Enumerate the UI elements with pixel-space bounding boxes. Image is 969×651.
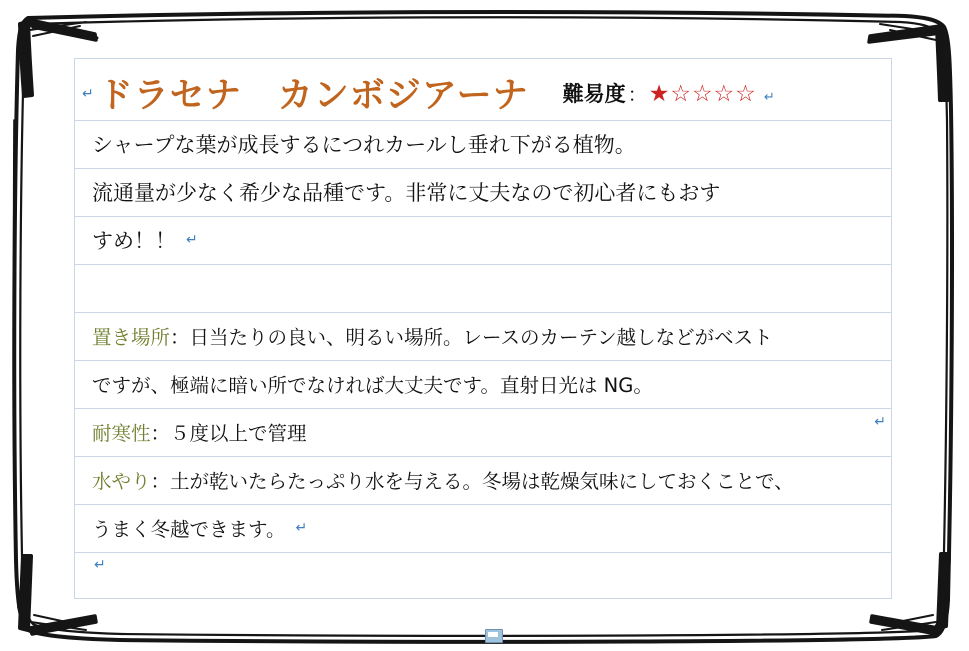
pilcrow-icon: ↵ [94, 556, 106, 572]
pilcrow-icon: ↵ [763, 89, 775, 104]
body-line [92, 216, 882, 264]
section-text: 土が乾いたらたっぷり水を与える。冬場は乾燥気味にしておくことで、 [170, 470, 794, 493]
body-line-text: シャープな葉が成長するにつれカールし垂れ下がる植物。 [92, 133, 636, 157]
section-heading: 水やり [92, 470, 151, 493]
section-coldhardiness-line-1 [92, 408, 882, 456]
document-content [74, 58, 892, 598]
section-separator: ： [170, 326, 190, 349]
body-line [92, 120, 882, 168]
section-placement-line-1 [92, 312, 882, 360]
section-text: ですが、極端に暗い所でなければ大丈夫です。直射日光は NG。 [92, 374, 653, 397]
title-row [74, 68, 892, 118]
pilcrow-icon: ↵ [186, 232, 198, 248]
section-heading: 置き場所 [92, 326, 171, 349]
section-text: うまく冬越できます。 [92, 518, 286, 541]
pilcrow-icon: ↵ [82, 85, 94, 101]
difficulty-rating [563, 78, 775, 108]
section-separator: ： [150, 422, 171, 445]
pilcrow-icon: ↵ [295, 520, 308, 536]
image-placeholder-icon [485, 629, 503, 643]
section-text: 日当たりの良い、明るい場所。レースのカーテン越しなどがベスト [189, 326, 773, 349]
section-separator: ： [150, 470, 171, 493]
body-line-text: すめ！！ [92, 229, 176, 253]
section-watering-line-1 [92, 456, 882, 504]
section-heading: 耐寒性 [92, 422, 151, 445]
difficulty-label: 難易度 [562, 82, 626, 106]
pilcrow-icon: ↵ [874, 413, 886, 429]
document-text-area [74, 58, 892, 598]
difficulty-separator: ： [627, 84, 647, 106]
section-text: ５度以上で管理 [170, 422, 307, 445]
page-title: ドラセナ カンボジアーナ [97, 76, 529, 116]
star-rating-icon: ★☆☆☆☆ [648, 81, 757, 107]
body-line [92, 168, 882, 216]
section-placement-line-2 [92, 360, 882, 408]
section-watering-line-2 [92, 504, 882, 552]
body-line-text: 流通量が少なく希少な品種です。非常に丈夫なので初心者にもおす [92, 181, 721, 205]
